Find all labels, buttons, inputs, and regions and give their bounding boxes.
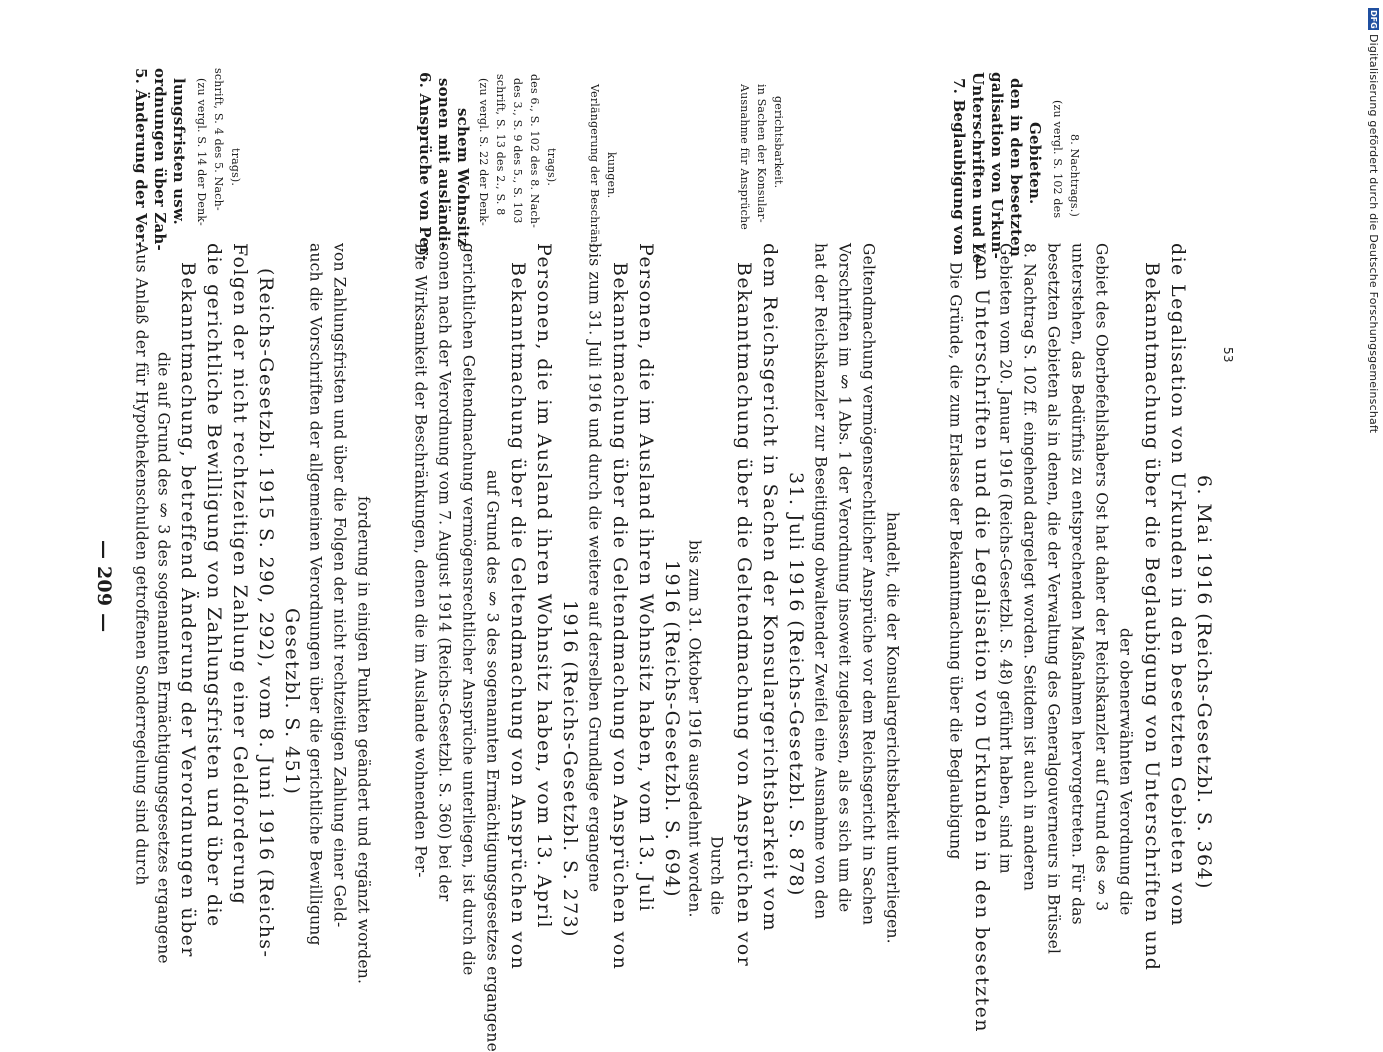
section-heading: schem Wohnsitz [454,108,472,247]
section-heading: sonen mit ausländi- [435,78,453,249]
body-line: Geltendmachung vermögensrechtlicher Ansprüche vor dem Reichsgericht in Sachen [859,243,878,926]
section-heading: den in den besetzten [1007,78,1025,257]
body-line: Bekanntmachung über die Beglaubigung von Unterschriften und [1141,262,1163,972]
sheet-number: 53 [1221,347,1235,363]
body-line: hat der Reichskanzler zur Beseitigung obwaltender Zweifel eine Ausnahme von den [811,243,830,920]
section-note: des 6., S. 102 des 8. Nach- [528,74,541,229]
body-line: der obenerwähnten Verordnung die [1116,628,1135,916]
section-note: des 3., S. 9 des 5., S. 103 [511,78,524,224]
body-line: Bekanntmachung über die Geltendmachung von Ansprüchen von [507,262,529,971]
section-note: (zu vergl. S. 102 des [1051,100,1064,219]
section-heading: 7. Beglaubigung von [950,78,968,256]
section-heading: Gebieten. [1026,122,1044,205]
section-note: schrift, S. 4 des 5. Nach- [212,68,225,211]
body-line: gerichtlichen Geltendmachung vermögensrechtlicher Ansprüche unterliegen, ist durch die [459,243,478,976]
section-note: 8. Nachtrags.) [1068,134,1081,217]
section-heading: 5. Änderung der Ver- [132,68,150,248]
body-line: forderung in einigen Punkten geändert und ergänzt worden. [354,496,373,985]
section-note: trags). [229,148,242,187]
body-line: Gesetzbl. S. 451) [281,608,303,796]
body-line: Bekanntmachung über die Geltendmachung von Ansprüchen vor [733,262,755,968]
body-line: die gerichtliche Bewilligung von Zahlungsfristen und über die [203,243,225,928]
body-line: Vorschriften im § 1 Abs. 1 der Verordnung insoweit zugelassen, als es sich um die [835,243,854,913]
body-line: unterstehen, das Bedürfnis zu entsprechenden Maßnahmen hervorgetreten. Für das [1068,243,1087,925]
body-line: Durch die [707,836,726,916]
body-line: Personen, die im Ausland ihren Wohnsitz haben, vom 13. April [533,243,555,929]
body-line: sonen nach der Verordnung vom 7. August 1914 (Reichs-Gesetzbl. S. 360) bei der [435,243,454,902]
body-line: bis zum 31. Juli 1916 und durch die weitere auf derselben Grundlage ergangene [585,243,604,893]
body-line: Aus Anlaß der für Hypothekenschulden getroffenen Sonderregelung sind durch [132,243,151,886]
margin-note: kungen. [605,152,618,199]
section-heading: 6. Ansprüche von Per- [416,72,434,262]
section-heading: lungsfristen usw. [170,78,188,225]
body-line: Die Wirksamkeit der Beschränkungen, denen die im Auslande wohnenden Per- [411,243,430,878]
margin-note: in Sachen der Konsular- [755,84,768,223]
section-note: (zu vergl. S. 22 der Denk- [477,78,490,226]
body-line: auch die Vorschriften der allgemeinen Verordnungen über die gerichtliche Bewilligung [306,243,325,946]
body-line: 1916 (Reichs-Gesetzbl. S. 273) [559,600,581,938]
section-heading: ordnungen über Zah- [151,68,169,251]
body-line: Gebieten vom 20. Januar 1916 (Reichs-Gesetzbl. S. 48) geführt haben, sind im [996,243,1015,874]
body-line: 1916 (Reichs-Gesetzbl. S. 694) [661,560,683,898]
body-line: dem Reichsgericht in Sachen der Konsulargerichtsbarkeit vom [759,243,781,932]
section-note: trags). [545,148,558,187]
body-line: Die Gründe, die zum Erlasse der Bekanntmachung über die Beglaubigung [946,262,965,860]
body-line: besetzten Gebieten als in denen, die der Verwaltung des Generalgouverneurs in Brüssel [1044,243,1063,955]
body-line: Folgen der nicht rechtzeitigen Zahlung einer Geldforderung [229,243,251,906]
attribution-text: Digitalisierung gefördert durch die Deutsche Forschungsgemeinschaft [1367,34,1380,434]
body-line: 6. Mai 1916 (Reichs-Gesetzbl. S. 364) [1193,475,1215,890]
section-heading: galisation von Urkun- [988,72,1006,259]
margin-note: gerichtsbarkeit. [772,96,785,189]
body-line: Bekanntmachung über die Geltendmachung von Ansprüchen von [609,262,631,971]
body-line: handelt, die der Konsulargerichtsbarkeit unterliegen. [883,512,902,944]
body-line: bis zum 31. Oktober 1916 ausgedehnt worden. [685,540,704,918]
body-line: von Unterschriften und die Legalisation von Urkunden in den besetzten [971,243,993,1033]
body-line: die auf Grund des § 3 des sogenannten Ermächtigungsgesetzes ergangene [154,352,173,964]
body-line: Bekanntmachung, betreffend Änderung der Verordnungen über [177,262,199,958]
section-note: schrift, S. 13 des 2., S. 8 [494,74,507,216]
body-line: Gebiet des Oberbefehlshabers Ost hat daher der Reichskanzler auf Grund des § 3 [1092,243,1111,912]
body-line: Personen, die im Ausland ihren Wohnsitz haben, vom 13. Juli [635,243,657,913]
body-line: von Zahlungsfristen und über die Folgen der nicht rechtzeitigen Zahlung einer Geld- [330,243,349,928]
section-heading: Unterschriften und Le- [969,72,987,270]
margin-note: Verlängerung der Beschrän- [588,84,601,247]
body-line: die Legalisation von Urkunden in den besetzten Gebieten vom [1167,243,1189,927]
dfg-logo: DFG [1369,9,1378,29]
section-note: (zu vergl. S. 14 der Denk- [195,78,208,226]
body-line: 31. Juli 1916 (Reichs-Gesetzbl. S. 878) [785,472,807,897]
margin-note: Ausnahme für Ansprüche [738,84,751,230]
body-line: 8. Nachtrag S. 102 ff. eingehend dargelegt worden. Seitdem ist auch in anderen [1020,243,1039,892]
body-line: (Reichs-Gesetzbl. 1915 S. 290, 292), vom 8. Juni 1916 (Reichs- [255,268,277,959]
page-number: — 209 — [93,540,115,633]
body-line: auf Grund des § 3 des sogenannten Ermächtigungsgesetzes ergangene [483,470,502,1052]
